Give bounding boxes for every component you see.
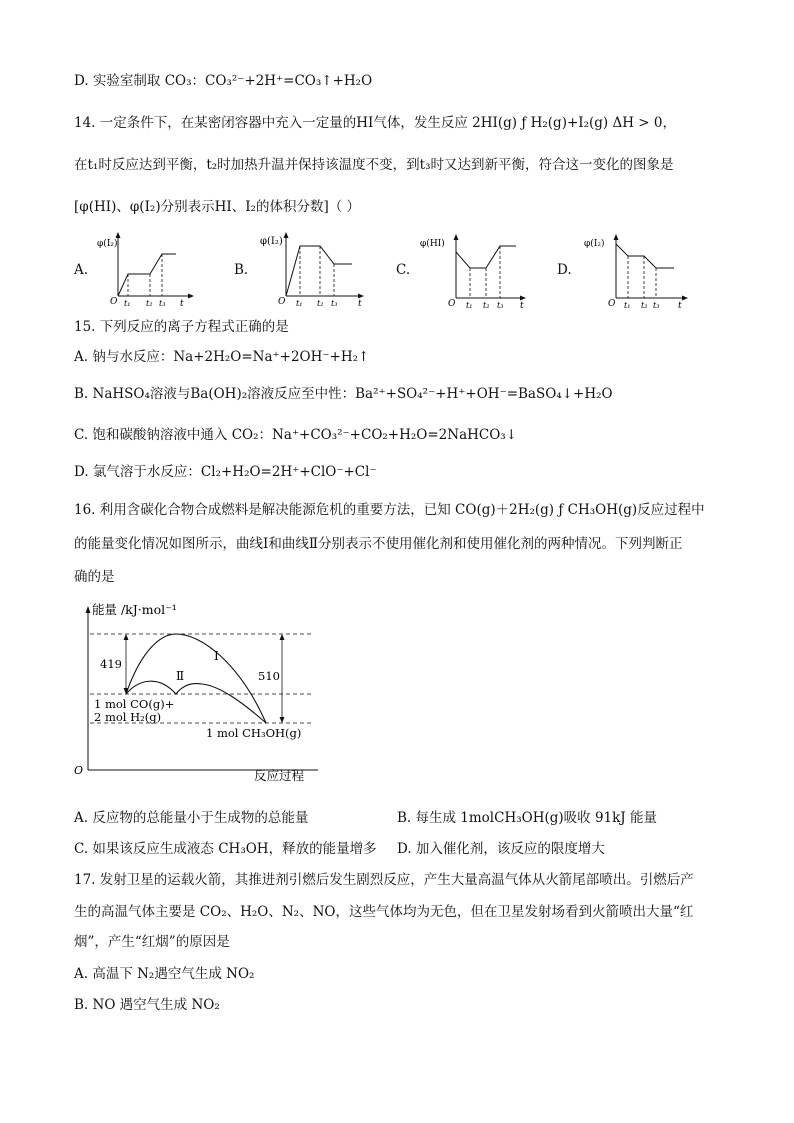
q16-option-c: C. 如果该反应生成液态 CH₃OH，释放的能量增多 xyxy=(74,841,377,857)
q14-stem-line1: 14. 一定条件下，在某密闭容器中充入一定量的HI气体，发生反应 2HI(g) ƒ H₂(g)+I₂(g) ΔH > 0， xyxy=(74,115,676,131)
q16-option-d: D. 加入催化剂，该反应的限度增大 xyxy=(397,841,605,857)
reactant-label-1: 1 mol CO(g)+ xyxy=(94,697,175,711)
q17-stem-line3: 烟”，产生“红烟”的原因是 xyxy=(74,934,230,950)
q14-option-b-letter: B. xyxy=(234,262,249,278)
svg-text:O: O xyxy=(110,297,118,307)
svg-text:t₂: t₂ xyxy=(641,301,648,310)
svg-text:O: O xyxy=(278,297,286,307)
svg-text:t₂: t₂ xyxy=(146,299,153,308)
q16-stem-line1: 16. 利用含碳化合物合成燃料是解决能源危机的重要方法，已知 CO(g)＋2H₂(g) ƒ CH₃OH(g)反应过程中 xyxy=(74,502,705,518)
q17-stem-line2: 生的高温气体主要是 CO₂、H₂O、N₂、NO，这些气体均为无色，但在卫星发射场看到火箭喷出大量“红 xyxy=(74,904,694,920)
svg-text:t₁: t₁ xyxy=(296,299,303,308)
svg-text:t: t xyxy=(358,299,362,309)
svg-text:t₂: t₂ xyxy=(483,301,490,310)
q14-stem-line3: [φ(HI)、φ(I₂)分别表示HI、I₂的体积分数]（ ） xyxy=(74,199,360,215)
q13-option-d: D. 实验室制取 CO₃：CO₃²⁻+2H⁺=CO₃↑+H₂O xyxy=(74,73,373,89)
svg-text:t₃: t₃ xyxy=(159,299,166,308)
q14-stem-line2: 在t₁时反应达到平衡，t₂时加热升温并保持该温度不变，到t₃时又达到新平衡，符合这一变化的图象是 xyxy=(74,157,674,173)
svg-text:O: O xyxy=(608,299,616,309)
q14-graph-c xyxy=(420,230,530,312)
q14-graph-a xyxy=(96,230,196,310)
q16-stem-line3: 确的是 xyxy=(74,569,115,585)
svg-text:t: t xyxy=(520,301,524,311)
q16-option-a: A. 反应物的总能量小于生成物的总能量 xyxy=(74,810,309,826)
energy-xlabel: 反应过程 xyxy=(254,768,305,783)
q14-option-c-letter: C. xyxy=(396,262,411,278)
q16-stem-line2: 的能量变化情况如图所示，曲线Ⅰ和曲线Ⅱ分别表示不使用催化剂和使用催化剂的两种情况。下列判断正 xyxy=(74,536,683,552)
q15-option-a: A. 钠与水反应：Na+2H₂O=Na⁺+2OH⁻+H₂↑ xyxy=(74,349,370,365)
q14-option-a-letter: A. xyxy=(74,262,89,278)
svg-text:t₃: t₃ xyxy=(497,301,504,310)
q15-option-b: B. NaHSO₄溶液与Ba(OH)₂溶液反应至中性：Ba²⁺+SO₄²⁻+H⁺+OH⁻=BaSO₄↓+H₂O xyxy=(74,386,613,402)
svg-text:t₃: t₃ xyxy=(331,299,338,308)
energy-value-510: 510 xyxy=(258,669,280,683)
q15-option-c: C. 饱和碳酸钠溶液中通入 CO₂：Na⁺+CO₃²⁻+CO₂+H₂O=2NaHCO₃↓ xyxy=(74,427,518,443)
reactant-label-2: 2 mol H₂(g) xyxy=(94,710,162,724)
energy-origin: O xyxy=(74,764,84,777)
q14-graph-d xyxy=(584,230,694,312)
q14-option-d-letter: D. xyxy=(557,262,572,278)
svg-text:O: O xyxy=(448,299,456,309)
q15-option-d: D. 氯气溶于水反应：Cl₂+H₂O=2H⁺+ClO⁻+Cl⁻ xyxy=(74,464,377,480)
energy-diagram xyxy=(70,598,330,794)
q17-stem-line1: 17. 发射卫星的运载火箭，其推进剂引燃后发生剧烈反应，产生大量高温气体从火箭尾部喷出。引燃后产 xyxy=(74,872,694,888)
q17-option-a: A. 高温下 N₂遇空气生成 NO₂ xyxy=(74,966,255,982)
svg-text:t: t xyxy=(180,299,184,309)
svg-text:t: t xyxy=(678,301,682,311)
q14-b-ylabel: φ(I₂) xyxy=(260,236,283,247)
q16-option-b: B. 每生成 1molCH₃OH(g)吸收 91kJ 能量 xyxy=(397,810,658,826)
q14-a-ylabel: φ(I₂) xyxy=(97,239,118,249)
product-label: 1 mol CH₃OH(g) xyxy=(206,726,302,740)
svg-text:t₁: t₁ xyxy=(624,301,631,310)
svg-text:t₁: t₁ xyxy=(124,299,131,308)
energy-ylabel: 能量 /kJ·mol⁻¹ xyxy=(92,602,177,617)
q17-option-b: B. NO 遇空气生成 NO₂ xyxy=(74,997,220,1013)
q14-graph-b xyxy=(260,226,370,312)
q15-stem: 15. 下列反应的离子方程式正确的是 xyxy=(74,319,289,335)
svg-text:t₁: t₁ xyxy=(466,301,473,310)
energy-value-419: 419 xyxy=(100,657,122,671)
svg-text:t₃: t₃ xyxy=(653,301,660,310)
curve-1-label: Ⅰ xyxy=(214,649,219,663)
q14-d-ylabel: φ(I₂) xyxy=(584,239,605,249)
svg-text:t₂: t₂ xyxy=(317,299,324,308)
q14-c-ylabel: φ(HI) xyxy=(420,239,445,249)
curve-2-label: Ⅱ xyxy=(176,669,185,683)
